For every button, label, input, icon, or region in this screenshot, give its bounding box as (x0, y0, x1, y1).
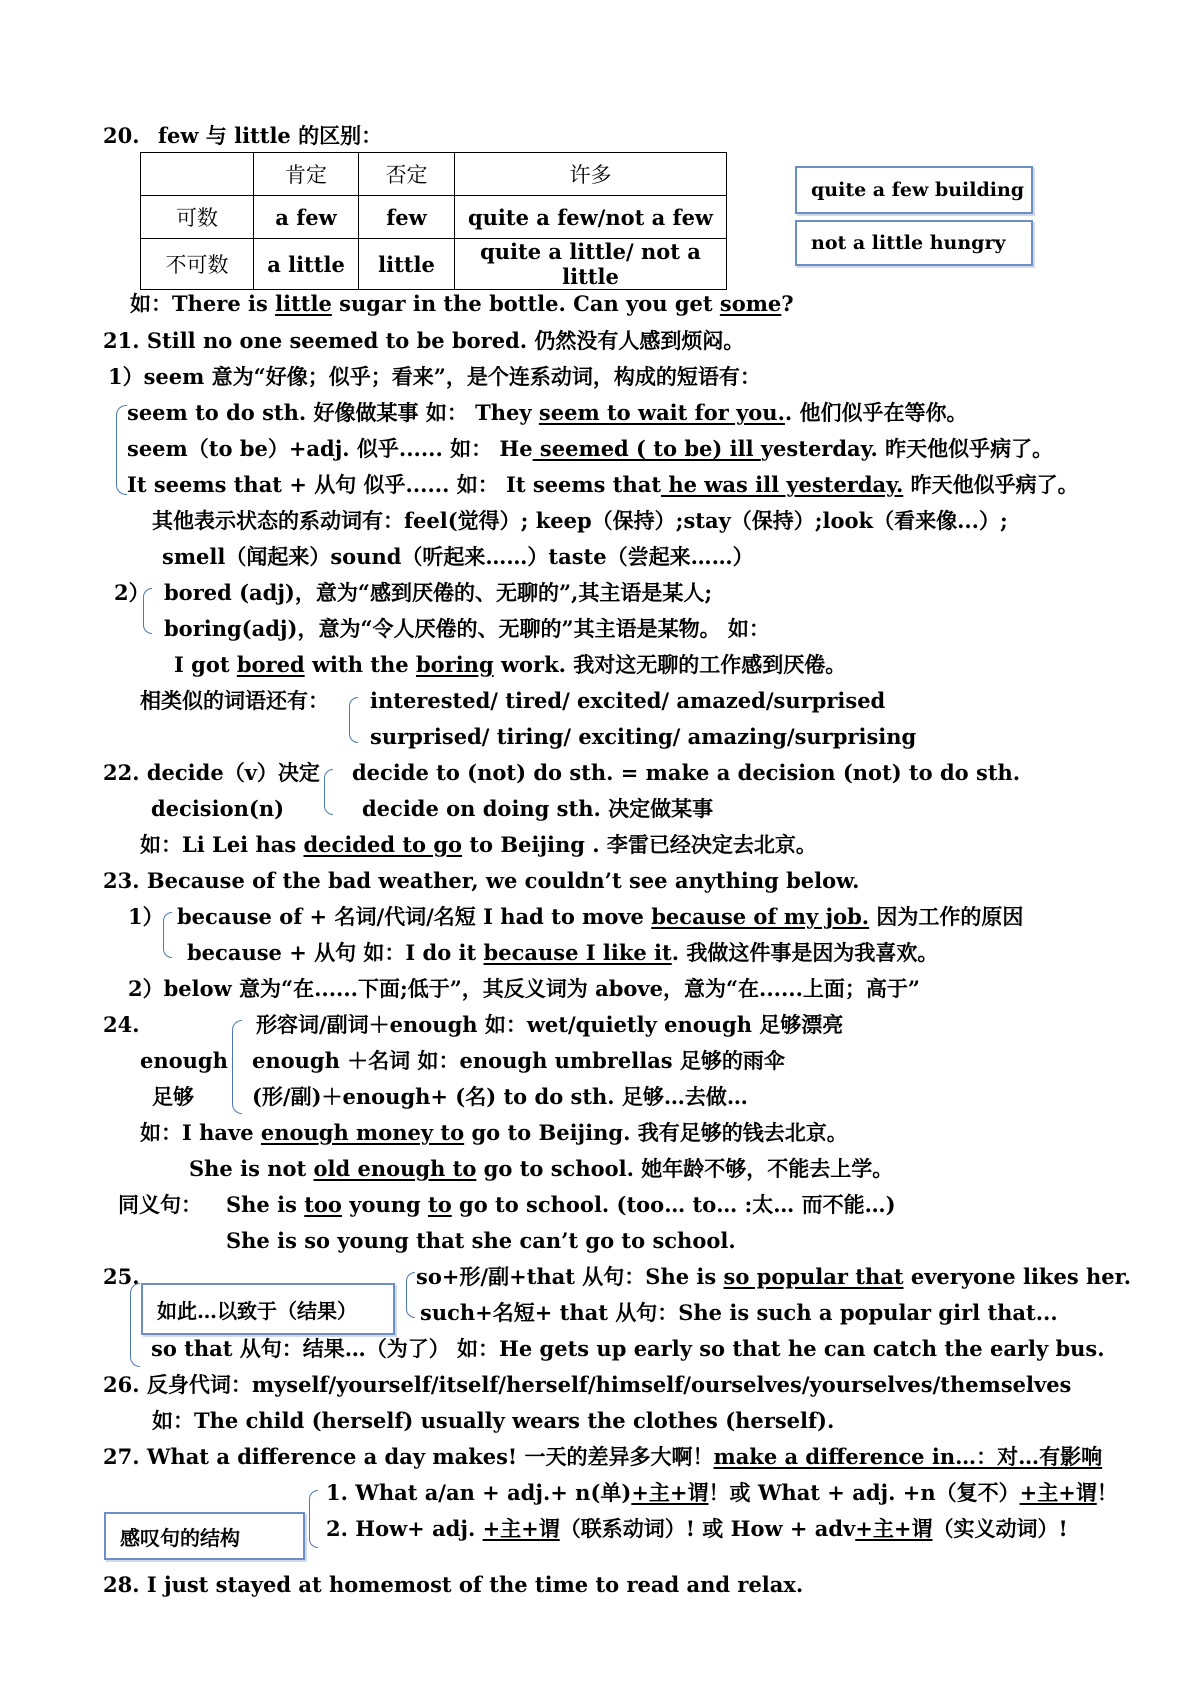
such-that-usage: such+名短+ that 从句：She is such a popular girl that... (420, 1300, 1058, 1325)
enough-meaning: 足够 (152, 1084, 194, 1109)
decide-example: 如：Li Lei has decided to go to Beijing . 李雷已经决定去北京。 (140, 832, 817, 857)
similar-words-label: 相类似的词语还有： (140, 688, 329, 713)
table-header-cell: 否定 (359, 153, 455, 196)
brace-so-such (406, 1272, 415, 1318)
exclamation-structure-box: 感叹句的结构 (104, 1512, 305, 1560)
enough-usage-3: (形/副)＋enough+ (名) to do sth. 足够…去做… (252, 1084, 748, 1109)
table-header-cell (141, 153, 254, 196)
bored-example: I got bored with the boring work. 我对这无聊的工作感到厌倦。 (174, 652, 847, 677)
similar-words-ed: interested/ tired/ excited/ amazed/surprised (370, 688, 886, 713)
because-of-usage: because of + 名词/代词/名短 I had to move because of my job. 因为工作的原因 (177, 904, 1024, 929)
seem-usage-2: seem（to be）+adj. 似乎...... 如： He seemed ( to be) ill yesterday. 昨天他似乎病了。 (127, 436, 1054, 461)
table-cell: quite a few/not a few (455, 196, 727, 239)
seem-usage-1: seem to do sth. 好像做某事 如： They seem to wait for you.. 他们似乎在等你。 (127, 400, 968, 425)
table-cell: a little (254, 239, 359, 290)
brace-because (163, 912, 172, 958)
section-26-title: 26. 反身代词：myself/yourself/itself/herself/himself/ourselves/yourselves/themselves (103, 1372, 1072, 1397)
brace-enough (232, 1020, 242, 1114)
synonym-sentence-2: She is so young that she can’t go to school. (226, 1228, 736, 1253)
decide-usage-2: decide on doing sth. 决定做某事 (362, 796, 714, 821)
section-20-example: 如：There is little sugar in the bottle. Can you get some? (130, 291, 794, 316)
enough-example-2: She is not old enough to go to school. 她年龄不够，不能去上学。 (189, 1156, 894, 1181)
so-that-usage: so+形/副+that 从句：She is so popular that everyone likes her. (416, 1264, 1132, 1289)
table-cell: few (359, 196, 455, 239)
section-20-title: few 与 little 的区别： (158, 123, 383, 148)
reflexive-example: 如：The child (herself) usually wears the clothes (herself). (152, 1408, 835, 1433)
linking-verbs-line-1: 其他表示状态的系动词有：feel(觉得）; keep（保持）;stay（保持）;look（看来像...）; (152, 508, 1008, 533)
decision-noun: decision(n) (151, 796, 285, 821)
similar-words-ing: surprised/ tiring/ exciting/ amazing/surprising (370, 724, 917, 749)
so-that-purpose-usage: so that 从句：结果…（为了） 如：He gets up early so that he can catch the early bus. (151, 1336, 1105, 1361)
brace-bored (143, 588, 152, 634)
brace-so-that (130, 1283, 140, 1367)
table-row (141, 239, 727, 290)
enough-usage-1: 形容词/副词＋enough 如：wet/quietly enough 足够漂亮 (256, 1012, 844, 1037)
section-25-number: 25. (103, 1264, 140, 1289)
result-clause-box: 如此…以致于（结果） (141, 1283, 395, 1335)
section-21-point-2-number: 2） (114, 580, 150, 605)
table-cell: a few (254, 196, 359, 239)
table-header-row (141, 153, 727, 196)
seem-usage-3: It seems that + 从句 似乎...... 如： It seems that he was ill yesterday. 昨天他似乎病了。 (127, 472, 1079, 497)
section-21-title: 21. Still no one seemed to be bored. 仍然没有人感到烦闷。 (103, 328, 745, 353)
brace-decide (324, 769, 333, 815)
enough-word: enough (140, 1048, 228, 1073)
boring-definition: boring(adj)，意为“令人厌倦的、无聊的”其主语是某物。 如： (164, 616, 770, 641)
table-cell: quite a little/ not a little (455, 239, 727, 290)
linking-verbs-line-2: smell（闻起来）sound（听起来……）taste（尝起来……） (162, 544, 754, 569)
note-box-not-a-little: not a little hungry (795, 220, 1033, 266)
synonym-label: 同义句： (118, 1192, 202, 1217)
note-box-quite-a-few: quite a few building (795, 166, 1033, 214)
few-little-table (140, 152, 727, 290)
bored-definition: bored (adj)，意为“感到厌倦的、无聊的”,其主语是某人; (164, 580, 713, 605)
section-27-title: 27. What a difference a day makes! 一天的差异多大啊！make a difference in…：对…有影响 (103, 1444, 1103, 1469)
table-cell: 不可数 (141, 239, 254, 290)
exclamation-structure-1: 1. What a/an + adj.+ n(单)+主+谓！或 What + adj. +n（复不）+主+谓！ (326, 1480, 1118, 1505)
section-23-point-1-number: 1） (128, 904, 164, 929)
brace-exclamation (309, 1490, 318, 1548)
decide-usage-1: decide to (not) do sth. = make a decision (not) to do sth. (352, 760, 1021, 785)
enough-usage-2: enough ＋名词 如：enough umbrellas 足够的雨伞 (252, 1048, 785, 1073)
table-header-cell: 肯定 (254, 153, 359, 196)
section-28-title: 28. I just stayed at homemost of the time to read and relax. (103, 1572, 804, 1597)
section-24-number: 24. (103, 1012, 140, 1037)
exclamation-structure-2: 2. How+ adj. +主+谓（联系动词）! 或 How + adv+主+谓（实义动词）! (326, 1516, 1068, 1541)
brace-seem (116, 405, 127, 495)
table-cell: 可数 (141, 196, 254, 239)
section-20-number: 20. (103, 123, 140, 148)
table-cell: little (359, 239, 455, 290)
enough-example-1: 如：I have enough money to go to Beijing. 我有足够的钱去北京。 (140, 1120, 848, 1145)
section-23-title: 23. Because of the bad weather, we couldn’t see anything below. (103, 868, 860, 893)
table-header-cell: 许多 (455, 153, 727, 196)
because-usage: because + 从句 如：I do it because I like it. 我做这件事是因为我喜欢。 (187, 940, 939, 965)
table-row (141, 196, 727, 239)
synonym-sentence-1: She is too young to go to school. (too… to… :太… 而不能…) (226, 1192, 896, 1217)
section-22-title: 22. decide（v）决定 (103, 760, 320, 785)
below-usage: 2）below 意为“在......下面;低于”，其反义词为 above，意为“在......上面；高于” (128, 976, 920, 1001)
section-21-point-1: 1）seem 意为“好像；似乎；看来”，是个连系动词，构成的短语有： (108, 364, 761, 389)
brace-similar (349, 697, 358, 743)
